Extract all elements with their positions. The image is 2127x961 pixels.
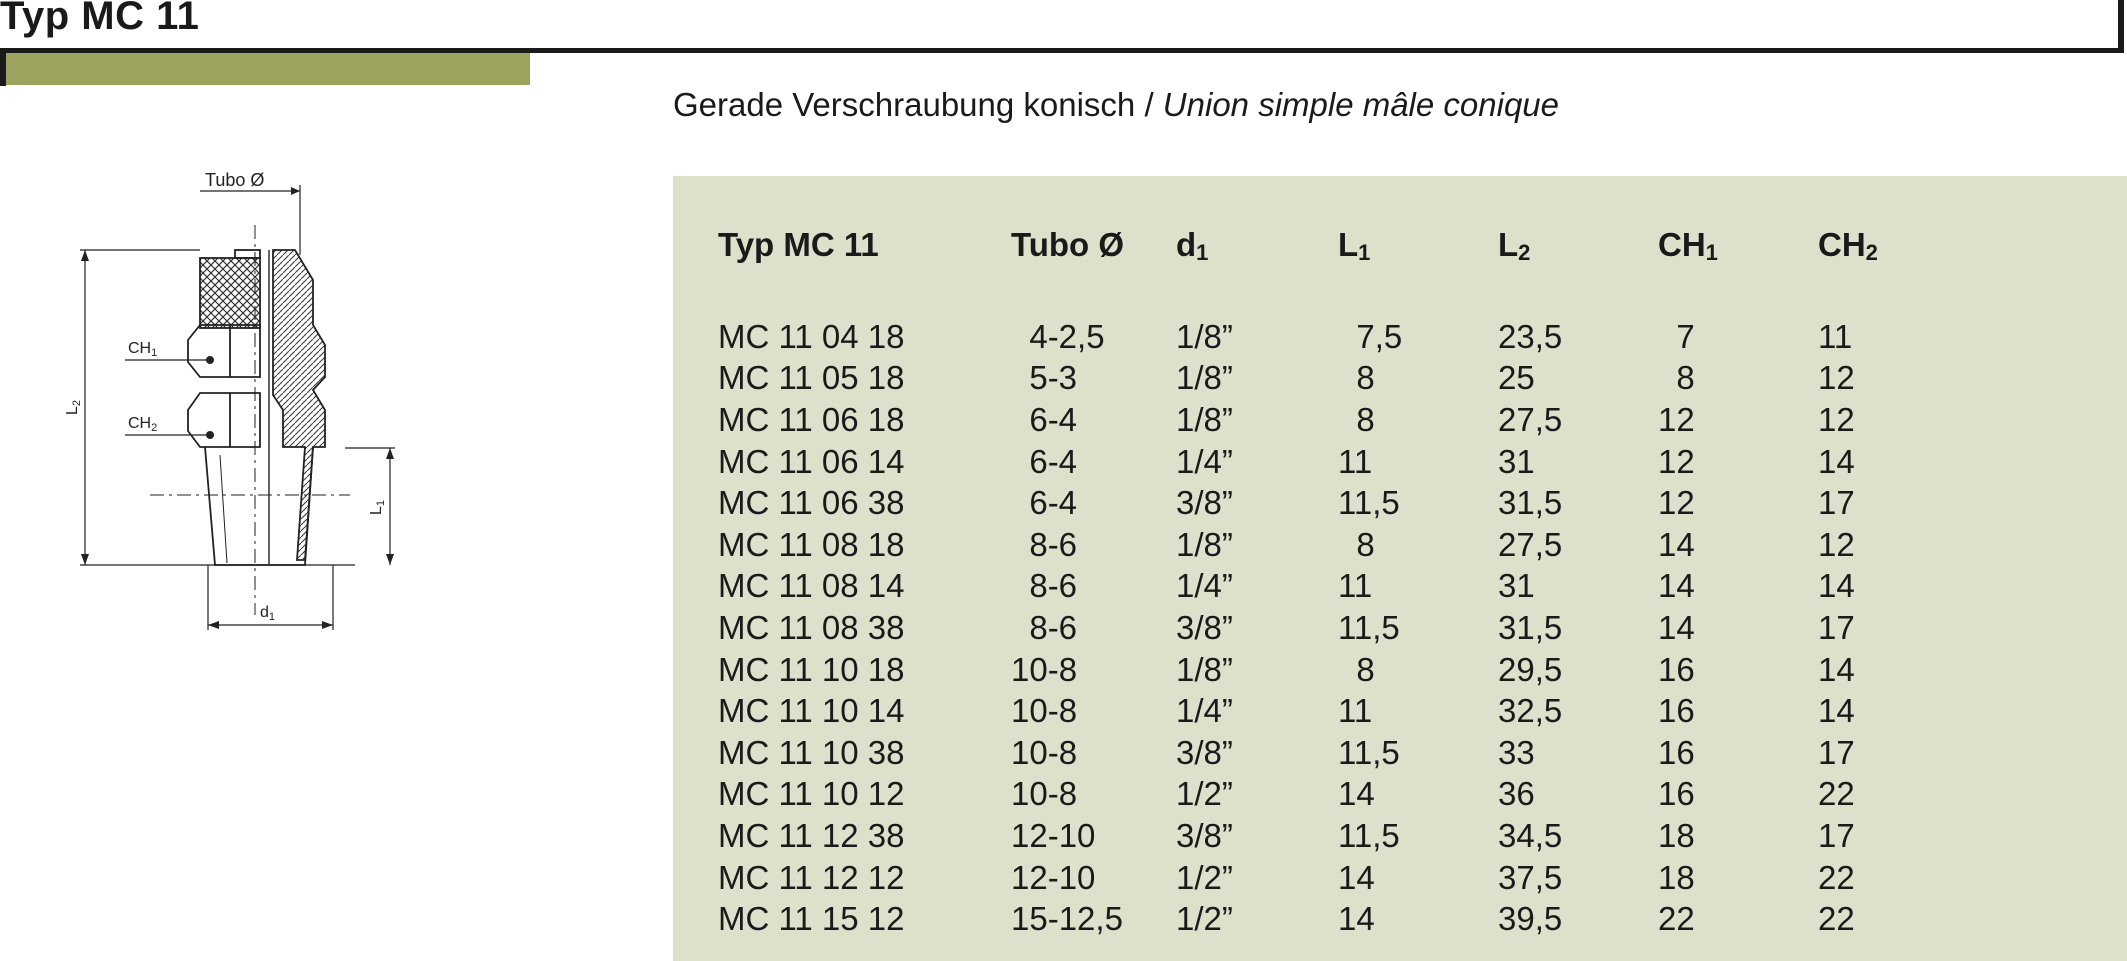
cell-type: MC 11 12 38: [718, 816, 905, 854]
cell-l2: 34,5: [1498, 816, 1563, 854]
table-row: [718, 316, 1978, 358]
col-header-l2: $L_2$: [1498, 226, 1531, 265]
cell-l2: 31: [1498, 442, 1535, 480]
cell-ch2: 17: [1818, 733, 1855, 771]
cell-d1: 1/8”: [1176, 317, 1233, 355]
cell-ch2: 17: [1818, 816, 1855, 854]
cell-type: MC 11 04 18: [718, 317, 905, 355]
cell-d1: 1/4”: [1176, 567, 1233, 605]
cell-type: MC 11 08 18: [718, 525, 905, 563]
cell-tube: 10-8: [1011, 775, 1078, 813]
label-l1: L1: [368, 499, 387, 515]
cell-l1: 11,5: [1338, 484, 1400, 522]
col-header-tube: Tubo Ø: [1011, 226, 1125, 263]
cell-l1: 8: [1338, 650, 1375, 688]
cell-d1: 1/8”: [1176, 525, 1233, 563]
cell-l2: 23,5: [1498, 317, 1563, 355]
cell-l2: 29,5: [1498, 650, 1563, 688]
cell-ch2: 17: [1818, 608, 1855, 646]
table-row: [718, 815, 1978, 857]
cell-l1: 14: [1338, 775, 1375, 813]
cell-type: MC 11 10 38: [718, 733, 905, 771]
cell-d1: 1/8”: [1176, 400, 1233, 438]
cell-d1: 1/4”: [1176, 442, 1233, 480]
cell-ch1: 16: [1658, 775, 1695, 813]
right-rule-tick: [2118, 0, 2124, 53]
cell-type: MC 11 10 18: [718, 650, 905, 688]
table-row: [718, 649, 1978, 691]
spec-table-panel: [673, 176, 2127, 961]
table-header-row: [718, 206, 1978, 316]
accent-bar: [6, 53, 530, 85]
cell-l2: 36: [1498, 775, 1535, 813]
cell-tube: 10-8: [1011, 692, 1078, 730]
cell-tube: 8-6: [1011, 608, 1078, 646]
cell-ch2: 22: [1818, 900, 1855, 938]
cell-type: MC 11 06 14: [718, 442, 905, 480]
table-row: [718, 857, 1978, 899]
cell-ch1: 16: [1658, 733, 1695, 771]
cell-tube: 12-10: [1011, 858, 1096, 896]
cell-l2: 27,5: [1498, 525, 1563, 563]
cell-ch2: 12: [1818, 525, 1855, 563]
cell-l1: 11: [1338, 567, 1373, 605]
table-row: [718, 524, 1978, 566]
cell-l1: 8: [1338, 400, 1375, 438]
cell-d1: 1/8”: [1176, 650, 1233, 688]
cell-l2: 31,5: [1498, 484, 1563, 522]
cell-tube: 8-6: [1011, 567, 1078, 605]
table-row: [718, 566, 1978, 608]
cell-l2: 37,5: [1498, 858, 1563, 896]
label-l2: L2: [64, 399, 83, 415]
cell-ch2: 17: [1818, 484, 1855, 522]
cell-d1: 3/8”: [1176, 608, 1233, 646]
cell-d1: 1/4”: [1176, 692, 1233, 730]
col-header-d1: $d_1$: [1176, 226, 1209, 265]
cell-type: MC 11 06 38: [718, 484, 905, 522]
cell-type: MC 11 10 12: [718, 775, 905, 813]
table-row: [718, 607, 1978, 649]
cell-ch1: 14: [1658, 567, 1695, 605]
cell-d1: 3/8”: [1176, 484, 1233, 522]
cell-type: MC 11 06 18: [718, 400, 905, 438]
cell-ch2: 14: [1818, 442, 1855, 480]
cell-ch1: 16: [1658, 692, 1695, 730]
cell-ch1: 18: [1658, 816, 1695, 854]
cell-ch1: 8: [1658, 359, 1695, 397]
cell-l2: 31: [1498, 567, 1535, 605]
col-header-l1: $L_1$: [1338, 226, 1371, 265]
cell-d1: 3/8”: [1176, 816, 1233, 854]
label-ch1: CH1: [128, 340, 158, 359]
cell-type: MC 11 08 14: [718, 567, 905, 605]
cell-ch2: 12: [1818, 400, 1855, 438]
cell-ch2: 22: [1818, 775, 1855, 813]
cell-l2: 32,5: [1498, 692, 1563, 730]
cell-l2: 25: [1498, 359, 1535, 397]
cell-d1: 1/2”: [1176, 858, 1233, 896]
spec-table: [718, 206, 1978, 940]
table-row: [718, 774, 1978, 816]
col-header-ch1: $CH_1$: [1658, 226, 1718, 265]
cell-l1: 14: [1338, 858, 1375, 896]
subtitle-german: Gerade Verschraubung konisch /: [673, 86, 1163, 123]
cell-d1: 1/8”: [1176, 359, 1233, 397]
label-ch2: CH2: [128, 415, 158, 434]
cell-l1: 11,5: [1338, 733, 1400, 771]
cell-l1: 8: [1338, 525, 1375, 563]
cell-d1: 1/2”: [1176, 900, 1233, 938]
cell-l1: 14: [1338, 900, 1375, 938]
cell-tube: 15-12,5: [1011, 900, 1123, 938]
cell-ch1: 18: [1658, 858, 1695, 896]
table-row: [718, 358, 1978, 400]
cell-ch1: 12: [1658, 400, 1695, 438]
table-row: [718, 441, 1978, 483]
cell-l1: 11,5: [1338, 816, 1400, 854]
cell-type: MC 11 12 12: [718, 858, 905, 896]
cell-l1: 11: [1338, 692, 1373, 730]
cell-ch2: 14: [1818, 567, 1855, 605]
cell-tube: 6-4: [1011, 400, 1078, 438]
cell-tube: 10-8: [1011, 650, 1078, 688]
cell-ch1: 7: [1658, 317, 1695, 355]
cell-tube: 6-4: [1011, 442, 1078, 480]
cell-ch1: 16: [1658, 650, 1695, 688]
cell-ch2: 22: [1818, 858, 1855, 896]
page-subtitle: [673, 86, 1559, 124]
cell-l1: 11: [1338, 442, 1373, 480]
cell-l2: 31,5: [1498, 608, 1563, 646]
cell-ch2: 11: [1818, 317, 1853, 355]
cell-ch2: 12: [1818, 359, 1855, 397]
cell-l2: 39,5: [1498, 900, 1563, 938]
cell-ch1: 22: [1658, 900, 1695, 938]
cell-l2: 33: [1498, 733, 1535, 771]
cell-tube: 5-3: [1011, 359, 1078, 397]
cell-d1: 3/8”: [1176, 733, 1233, 771]
label-tube: Tubo Ø: [205, 170, 265, 190]
col-header-ch2: $CH_2$: [1818, 226, 1878, 265]
cell-type: MC 11 05 18: [718, 359, 905, 397]
cell-tube: 12-10: [1011, 816, 1096, 854]
cell-ch1: 12: [1658, 484, 1695, 522]
table-row: [718, 482, 1978, 524]
cell-d1: 1/2”: [1176, 775, 1233, 813]
cell-type: MC 11 10 14: [718, 692, 905, 730]
cell-tube: 4-2,5: [1011, 317, 1105, 355]
cell-tube: 8-6: [1011, 525, 1078, 563]
cell-type: MC 11 15 12: [718, 900, 905, 938]
cell-l1: 8: [1338, 359, 1375, 397]
cell-l1: 11,5: [1338, 608, 1400, 646]
cell-ch2: 14: [1818, 650, 1855, 688]
cell-ch1: 14: [1658, 525, 1695, 563]
page-title: Typ MC 11: [0, 0, 200, 38]
cell-tube: 10-8: [1011, 733, 1078, 771]
cell-ch1: 14: [1658, 608, 1695, 646]
fitting-diagram: [55, 165, 415, 635]
table-row: [718, 399, 1978, 441]
cell-ch1: 12: [1658, 442, 1695, 480]
cell-l1: 7,5: [1338, 317, 1403, 355]
table-row: [718, 898, 1978, 940]
cell-l2: 27,5: [1498, 400, 1563, 438]
cell-tube: 6-4: [1011, 484, 1078, 522]
table-row: [718, 690, 1978, 732]
cell-ch2: 14: [1818, 692, 1855, 730]
col-header-type: Typ MC 11: [718, 226, 879, 263]
subtitle-french: Union simple mâle conique: [1162, 86, 1560, 123]
table-row: [718, 732, 1978, 774]
cell-type: MC 11 08 38: [718, 608, 905, 646]
label-d1: d1: [260, 604, 276, 623]
